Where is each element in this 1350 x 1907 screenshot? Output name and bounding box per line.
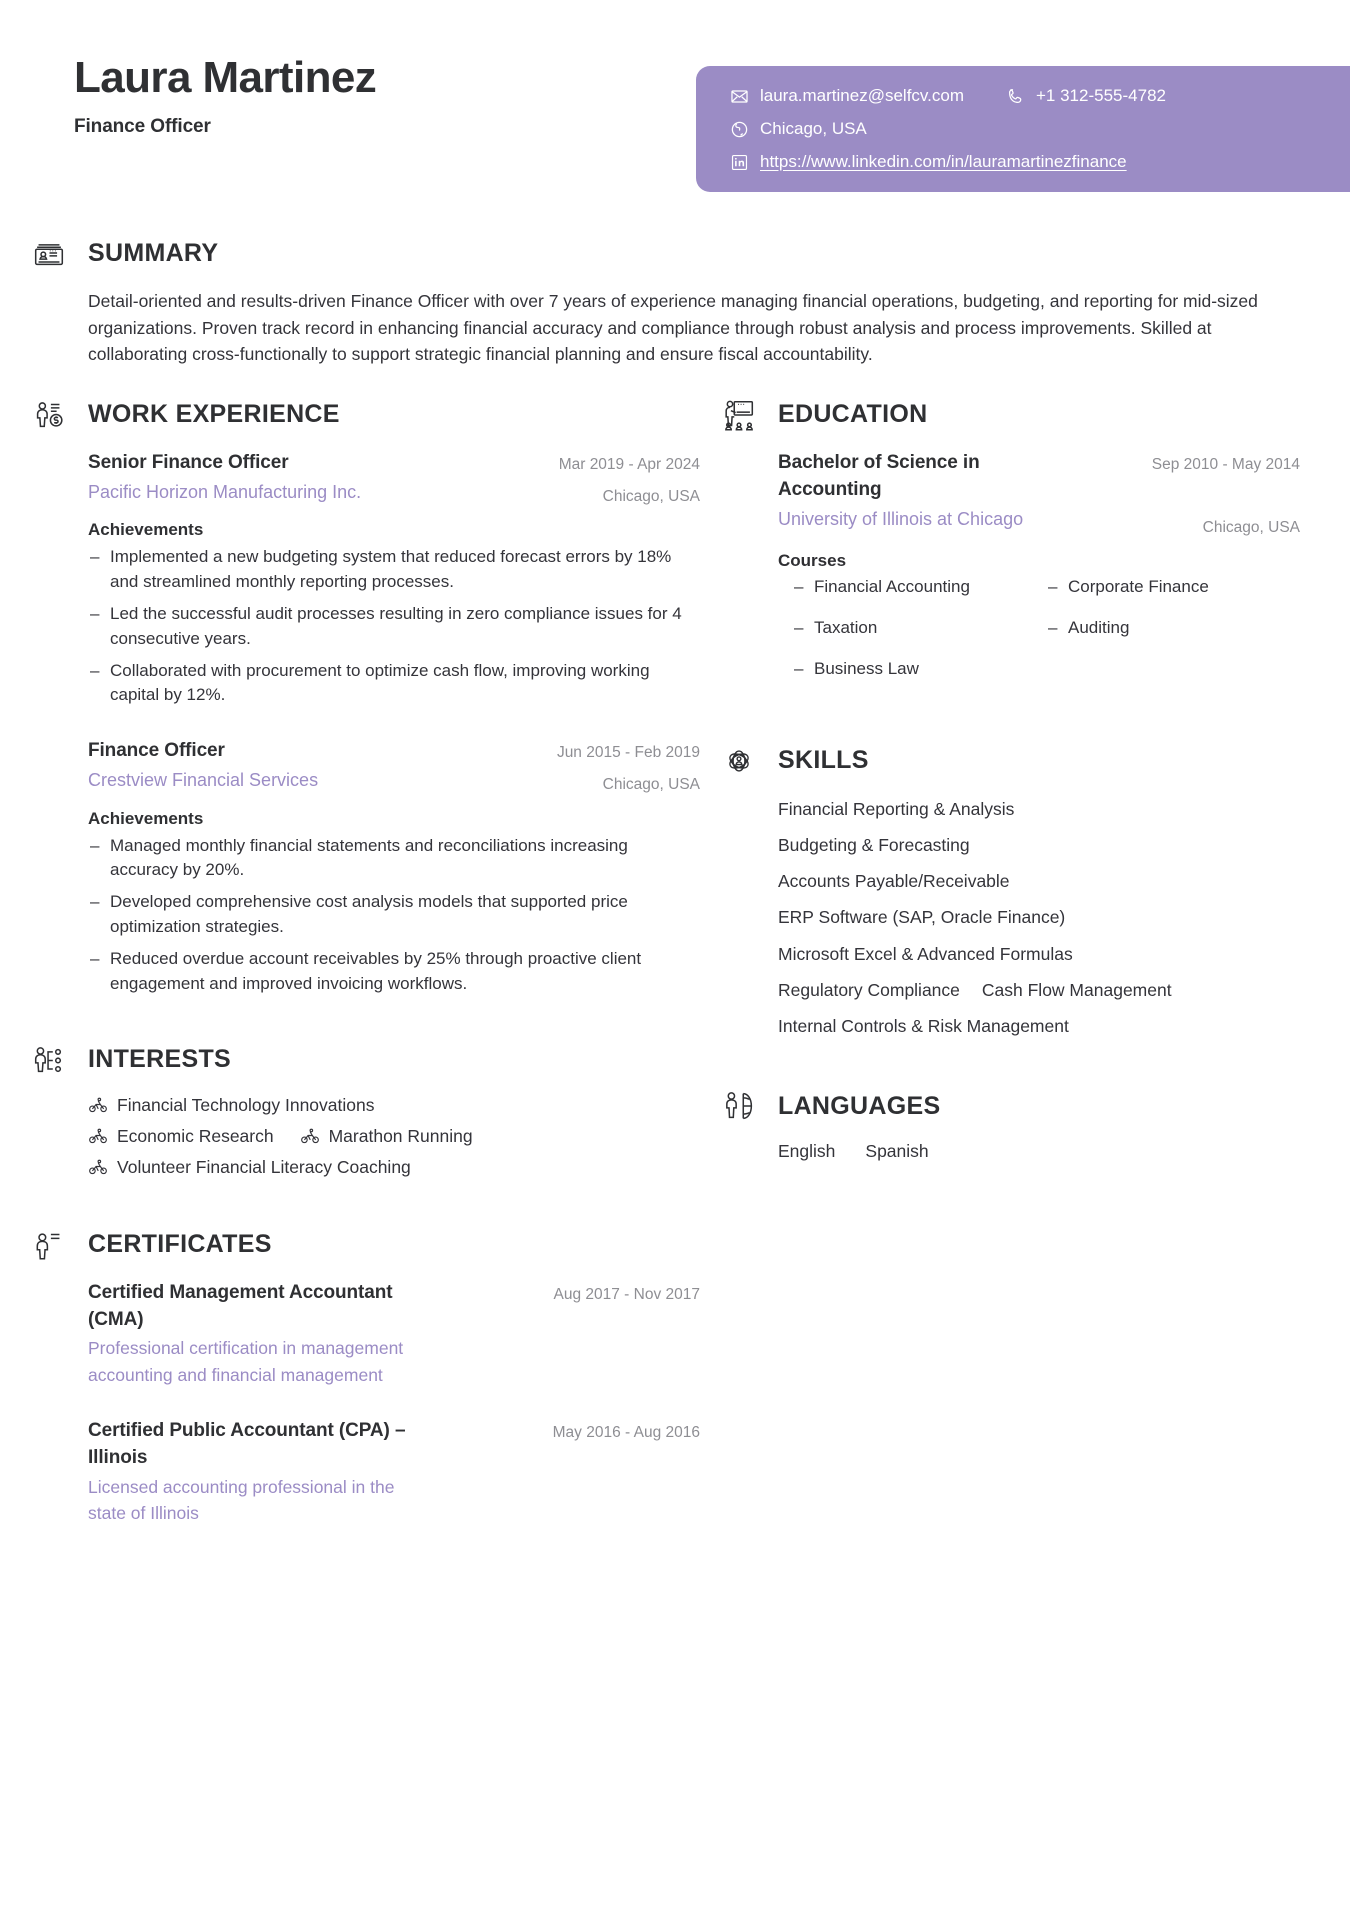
contact-location-text: Chicago, USA [760, 119, 867, 138]
achievements-label: Achievements [88, 520, 204, 540]
certificate-description: Licensed accounting professional in the state of Illinois [88, 1476, 395, 1524]
skill-item: Microsoft Excel & Advanced Formulas [778, 943, 1073, 964]
contact-email-text: laura.martinez@selfcv.com [760, 86, 964, 105]
skill-item: ERP Software (SAP, Oracle Finance) [778, 907, 1066, 928]
section-languages [718, 1085, 1300, 1162]
skill-item: Regulatory Compliance [778, 979, 960, 1000]
section-work-head [28, 394, 700, 436]
certificate-name: Certified Public Accountant (CPA) – Illinois [88, 1419, 406, 1468]
education-entry [778, 450, 1300, 698]
content-columns [0, 368, 1350, 1527]
section-summary-head [28, 232, 1290, 274]
interest-item [88, 1157, 411, 1178]
interest-label: Economic Research [117, 1125, 274, 1146]
certificate-entry [88, 1280, 700, 1388]
section-work-body [28, 450, 700, 997]
phone-icon [1006, 87, 1025, 106]
achievements-label: Achievements [88, 808, 204, 828]
language-item: English [778, 1141, 836, 1162]
achievement-item: – Led the successful audit processes resulting in zero compliance issues for 4 consecutive years. [88, 602, 700, 652]
work-date: Jun 2015 - Feb 2019 [556, 744, 700, 762]
section-education [718, 394, 1300, 698]
right-column [700, 368, 1300, 1527]
classroom-icon [718, 394, 760, 436]
work-date: Mar 2019 - Apr 2024 [558, 455, 700, 473]
section-skills-body [718, 796, 1300, 1042]
achievement-item: – Reduced overdue account receivables by 25% through proactive client engagement and improved invoicing workflows. [88, 947, 700, 997]
envelope-icon [730, 87, 749, 106]
achievements-list [88, 834, 700, 997]
section-skills [718, 740, 1300, 1042]
certificate-date: May 2016 - Aug 2016 [552, 1423, 700, 1441]
section-interests-title: INTERESTS [88, 1045, 231, 1074]
contact-location [730, 119, 867, 139]
work-position: Senior Finance Officer [88, 451, 289, 473]
section-certificates-head [28, 1224, 700, 1266]
section-certificates-body [28, 1280, 700, 1527]
section-summary [28, 232, 1290, 368]
interest-label: Financial Technology Innovations [117, 1094, 375, 1115]
contact-linkedin-text: https://www.linkedin.com/in/lauramartinezfinance [760, 152, 1127, 171]
work-company: Pacific Horizon Manufacturing Inc. [88, 481, 362, 502]
interests-list [88, 1095, 558, 1178]
person-finance-icon [28, 394, 70, 436]
bicycle-icon [88, 1157, 108, 1177]
section-interests [28, 1039, 700, 1178]
skill-item: Cash Flow Management [981, 979, 1172, 1000]
education-school: University of Illinois at Chicago [778, 508, 1024, 529]
courses-label: Courses [778, 551, 847, 571]
certificate-description: Professional certification in management accounting and financial management [88, 1338, 404, 1385]
achievement-item: – Collaborated with procurement to optimize cash flow, improving working capital by 12%. [88, 659, 700, 709]
skill-item: Financial Reporting & Analysis [778, 798, 1015, 819]
contact-row-location [730, 119, 1332, 139]
resume-header [0, 0, 1350, 232]
interest-item [88, 1095, 374, 1116]
section-certificates [28, 1224, 700, 1527]
course-item: – Financial Accounting [792, 575, 1046, 599]
work-location: Chicago, USA [602, 488, 700, 506]
interest-label: Volunteer Financial Literacy Coaching [117, 1156, 411, 1177]
bicycle-icon [88, 1126, 108, 1146]
education-degree: Bachelor of Science in Accounting [778, 451, 980, 500]
section-languages-title: LANGUAGES [778, 1091, 941, 1120]
skill-item: Budgeting & Forecasting [778, 834, 970, 855]
left-column [28, 368, 700, 1527]
section-summary-body [28, 288, 1290, 368]
language-item: Spanish [865, 1141, 929, 1162]
person-list-icon [28, 1224, 70, 1266]
section-interests-body [28, 1095, 700, 1178]
certificate-date: Aug 2017 - Nov 2017 [553, 1285, 700, 1303]
bicycle-icon [88, 1095, 108, 1115]
interest-item [88, 1126, 274, 1147]
certificate-entry [88, 1418, 700, 1526]
linkedin-icon [730, 153, 749, 172]
contact-phone[interactable] [1006, 86, 1166, 106]
id-card-icon [28, 232, 70, 274]
achievement-item: – Implemented a new budgeting system that reduced forecast errors by 18% and streamlined monthly reporting processes. [88, 545, 700, 595]
skill-item: Internal Controls & Risk Management [778, 1016, 1069, 1037]
contact-card [696, 66, 1350, 192]
section-languages-head [718, 1085, 1300, 1127]
contact-linkedin[interactable] [730, 152, 1127, 172]
page-title: Laura Martinez [74, 53, 377, 102]
contact-email[interactable] [730, 86, 964, 106]
person-globe-icon [718, 1085, 760, 1127]
globe-icon [730, 120, 749, 139]
work-position: Finance Officer [88, 740, 225, 762]
education-date: Sep 2010 - May 2014 [1151, 455, 1300, 473]
achievement-item: – Developed comprehensive cost analysis models that supported price optimization strategies. [88, 890, 700, 940]
course-item: – Corporate Finance [1046, 575, 1300, 599]
section-certificates-title: CERTIFICATES [88, 1230, 272, 1259]
section-education-head [718, 394, 1300, 436]
section-skills-head [718, 740, 1300, 782]
languages-list [778, 1141, 1300, 1162]
contact-row-linkedin [730, 152, 1332, 172]
section-summary-title: SUMMARY [88, 238, 219, 267]
section-education-title: EDUCATION [778, 400, 928, 429]
interest-item [300, 1126, 473, 1147]
certificate-name: Certified Management Accountant (CMA) [88, 1281, 393, 1330]
section-languages-body [718, 1141, 1300, 1162]
skills-badge-icon [718, 740, 760, 782]
course-item: – Taxation [792, 616, 1046, 640]
work-location: Chicago, USA [602, 776, 700, 794]
summary-text: Detail-oriented and results-driven Finance Officer with over 7 years of experience managing financial operations, budgeting, and reporting for mid-sized organizations. Proven track record in enhancing financial accuracy and compliance through robust analysis and process improvements. Skilled at collaborating cross-functionally to support strategic financial planning and ensure fiscal accountability. [88, 291, 1258, 365]
person-network-icon [28, 1039, 70, 1081]
contact-phone-text: +1 312-555-4782 [1036, 86, 1166, 105]
course-item: – Auditing [1046, 616, 1300, 640]
interest-label: Marathon Running [328, 1125, 473, 1146]
achievement-item: – Managed monthly financial statements and reconciliations increasing accuracy by 20%. [88, 834, 700, 884]
section-work-title: WORK EXPERIENCE [88, 400, 340, 429]
name-block [74, 52, 376, 138]
section-interests-head [28, 1039, 700, 1081]
course-item: – Business Law [792, 657, 1046, 681]
work-company: Crestview Financial Services [88, 770, 319, 791]
bicycle-icon [300, 1126, 320, 1146]
section-education-body [718, 450, 1300, 698]
section-skills-title: SKILLS [778, 746, 869, 775]
work-entry [88, 450, 700, 708]
section-work-experience [28, 394, 700, 997]
education-location: Chicago, USA [1202, 519, 1300, 537]
achievements-list [88, 545, 700, 708]
contact-row-primary [730, 86, 1332, 106]
work-entry [88, 738, 700, 996]
courses-list [778, 575, 1300, 697]
job-title: Finance Officer [74, 115, 211, 137]
skill-item: Accounts Payable/Receivable [778, 871, 1010, 892]
skills-list [778, 796, 1300, 1042]
